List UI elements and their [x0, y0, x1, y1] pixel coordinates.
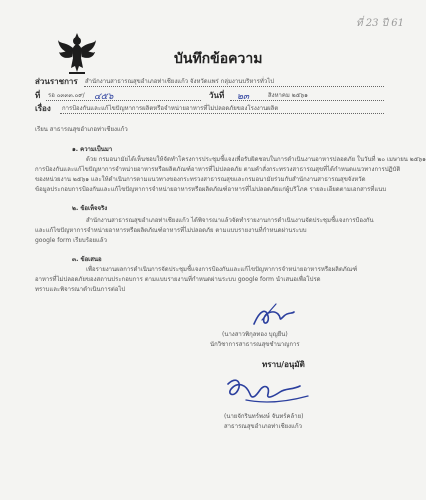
subject-dotted-line	[60, 113, 384, 114]
section1-line: การป้องกันและแก้ไขปัญหาการจำหน่ายอาหารหรือผลิตภัณฑ์อาหารที่ไม่ปลอดภัย ตามคำสั่งกระทรวงสาธารณสุขที่ได้กำหนดแนวทางการปฏิบัติ	[35, 166, 401, 173]
section2-line: และแก้ไขปัญหาการจำหน่ายอาหารหรือผลิตภัณฑ์อาหารที่ไม่ปลอดภัย ตามแบบรายงานที่กำหนดผ่านระบบ	[35, 227, 307, 234]
section3-line: อาหารที่ไม่ปลอดภัยของสถานประกอบการ ตามแบบรายงานที่กำหนดผ่านระบบ google form นำเสนอเพื่อโปรด	[35, 276, 321, 283]
garuda-emblem-icon	[56, 30, 98, 78]
section3-line: เพื่อรายงานผลการดำเนินการจัดประชุมชี้แจงการป้องกันและแก้ไขปัญหาการจำหน่ายอาหารหรือผลิตภัณฑ์	[86, 266, 358, 273]
signature-2	[216, 370, 316, 410]
salutation: เรียน สาธารณสุขอำเภอท่าเชียงแก้ว	[35, 126, 128, 133]
dept-dotted-line	[84, 86, 384, 87]
section1-heading: ๑. ความเป็นมา	[72, 146, 113, 153]
no-dotted-line	[46, 100, 201, 101]
signatory1-name: (นางสาวพิกุลทอง บุญยืน)	[222, 331, 288, 338]
signature-1	[248, 302, 298, 330]
subject-label: เรื่อง	[35, 104, 51, 113]
section2-line: google form เรียบร้อยแล้ว	[35, 237, 107, 244]
approval-note: ทราบ/อนุมัติ	[262, 360, 305, 369]
dept-label: ส่วนราชการ	[35, 77, 78, 86]
subject-value: การป้องกันและแก้ไขปัญหาการผลิตหรือจำหน่ายอาหารที่ไม่ปลอดภัยของโรงงานผลิต	[62, 105, 279, 112]
date-label: วันที่	[209, 91, 225, 100]
section1-line: ด้วย กรมอนามัยได้เห็นชอบให้จัดทำโครงการประชุมชี้แจงเพื่อรับผิดชอบในการดำเนินงานอาหารปลอดภัย ในวันที่ ๒๐ เมษายน ๒๕๖๑	[86, 156, 426, 163]
handwritten-reference: ที่ 23 ปี 61	[356, 18, 404, 29]
section1-line: ข้อมูลประกอบการป้องกันและแก้ไขปัญหาการจำหน่ายอาหารหรือผลิตภัณฑ์อาหารที่ไม่ปลอดภัยแก่ผู้บริโภค รายละเอียดตามเอกสารที่แนบ	[35, 186, 387, 193]
dept-value: สำนักงานสาธารณสุขอำเภอท่าเชียงแก้ว จังหวัดแพร่ กลุ่มงานบริหารทั่วไป	[85, 78, 275, 85]
signatory2-position: สาธารณสุขอำเภอท่าเชียงแก้ว	[224, 423, 302, 430]
no-label: ที่	[35, 91, 41, 100]
section2-heading: ๒. ข้อเท็จจริง	[72, 205, 108, 212]
memo-title: บันทึกข้อความ	[174, 51, 263, 67]
signatory2-name: (นายจักรินทร์พงษ์ จันทร์คล้าย)	[224, 413, 304, 420]
date-day: ๒๓	[237, 92, 250, 102]
date-dotted-line	[230, 100, 384, 101]
section2-line: สำนักงานสาธารณสุขอำเภอท่าเชียงแก้ว ได้พิจารณาแล้วจัดทำรายงานการดำเนินงานจัดประชุมชี้แจงการป้องกัน	[86, 217, 374, 224]
section3-line: ทราบและพิจารณาดำเนินการต่อไป	[35, 286, 126, 293]
signatory1-position: นักวิชาการสาธารณสุขชำนาญการ	[210, 341, 300, 348]
no-handwritten: ๔๕๖	[94, 92, 114, 102]
no-value: รอ ๐๓๓๓.๐๙/	[48, 92, 85, 99]
date-month-year: สิงหาคม ๒๕๖๑	[268, 92, 308, 99]
section1-line: ของหน่วยงาน ๒๕๖๑ และให้ดำเนินการตามแนวทางของกระทรวงสาธารณสุขและกรมอนามัยร่วมกับสำนักงานสาธารณสุขจังหวัด	[35, 176, 366, 183]
section3-heading: ๓. ข้อเสนอ	[72, 256, 102, 263]
